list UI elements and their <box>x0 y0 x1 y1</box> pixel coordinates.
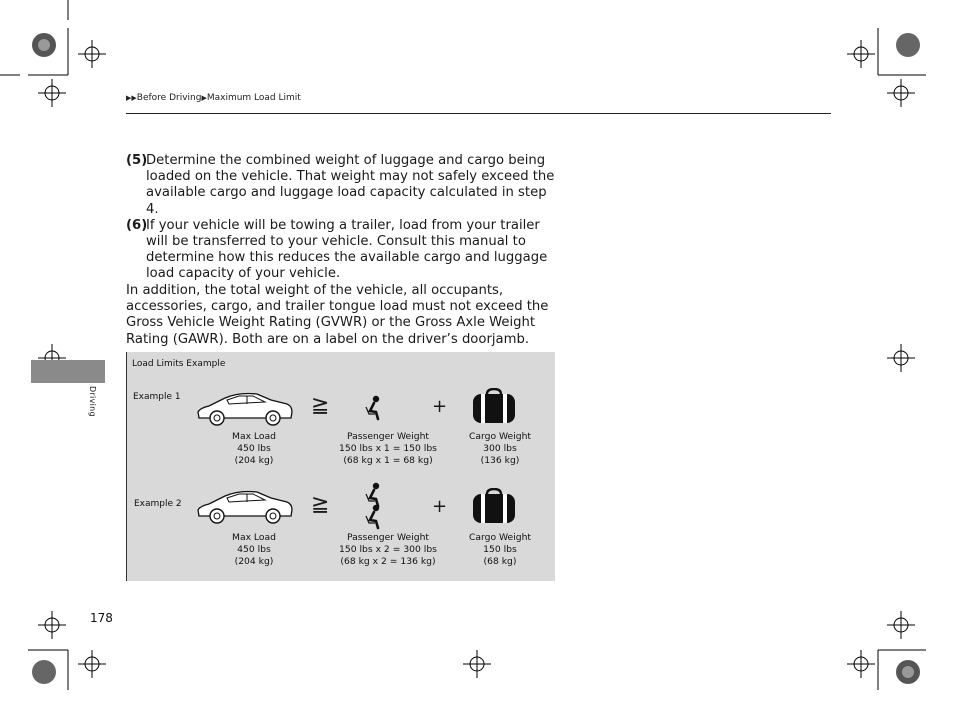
car-icon <box>195 486 295 528</box>
panel-title: Load Limits Example <box>132 359 226 369</box>
step-text: Determine the combined weight of luggage and cargo being loaded on the vehicle. That weight may not safely exceed the available cargo and luggage load capacity calculated in step 4. <box>146 153 555 217</box>
passenger-weight-caption: Passenger Weight 150 lbs x 2 = 300 lbs (68 kg x 2 = 136 kg) <box>339 532 437 567</box>
example-label: Example 1 <box>133 392 181 402</box>
seated-passenger-icon <box>362 504 384 530</box>
step-text: If your vehicle will be towing a trailer, load from your trailer will be transferred to your vehicle. Consult this manual to determine how this reduces the available cargo and luggage load capacity of your vehicle. <box>146 217 548 282</box>
chapter-tab <box>31 360 105 383</box>
body-paragraph: In addition, the total weight of the vehicle, all occupants, accessories, cargo, and trailer tongue load must not exceed the Gross Vehicle Weight Rating (GVWR) or the Gross Axle Weight Rating (GAWR). Both are on a label on the driver’s doorjamb. <box>126 283 549 347</box>
panel-left-border <box>126 352 127 581</box>
greater-equal-symbol: ≧ <box>311 393 330 418</box>
max-load-caption: Max Load 450 lbs (204 kg) <box>232 431 276 466</box>
step-number: (5) <box>126 153 148 168</box>
chapter-label: Driving <box>88 386 97 417</box>
breadcrumb-arrow: ▶▶ <box>126 94 137 102</box>
header-rule <box>126 113 831 114</box>
luggage-icon <box>472 388 516 424</box>
plus-symbol: + <box>432 496 448 517</box>
step-item <box>126 153 556 218</box>
breadcrumb-section[interactable]: Before Driving <box>136 93 202 103</box>
car-icon <box>195 388 295 430</box>
greater-equal-symbol: ≧ <box>311 492 330 517</box>
cargo-weight-caption: Cargo Weight 150 lbs (68 kg) <box>468 532 532 567</box>
steps-list <box>126 153 556 283</box>
step-number: (6) <box>126 217 148 233</box>
plus-symbol: + <box>432 396 448 417</box>
example-label: Example 2 <box>134 499 182 509</box>
page-number: 178 <box>90 611 113 625</box>
passenger-weight-caption: Passenger Weight 150 lbs x 1 = 150 lbs (68 kg x 1 = 68 kg) <box>339 431 437 466</box>
breadcrumb <box>126 93 301 103</box>
breadcrumb-separator: ▶ <box>201 94 207 102</box>
max-load-caption: Max Load 450 lbs (204 kg) <box>232 532 276 567</box>
cargo-weight-caption: Cargo Weight 300 lbs (136 kg) <box>468 431 532 466</box>
seated-passenger-icon <box>362 395 384 421</box>
breadcrumb-page: Maximum Load Limit <box>206 93 301 103</box>
step-item <box>126 218 556 283</box>
luggage-icon <box>472 488 516 524</box>
